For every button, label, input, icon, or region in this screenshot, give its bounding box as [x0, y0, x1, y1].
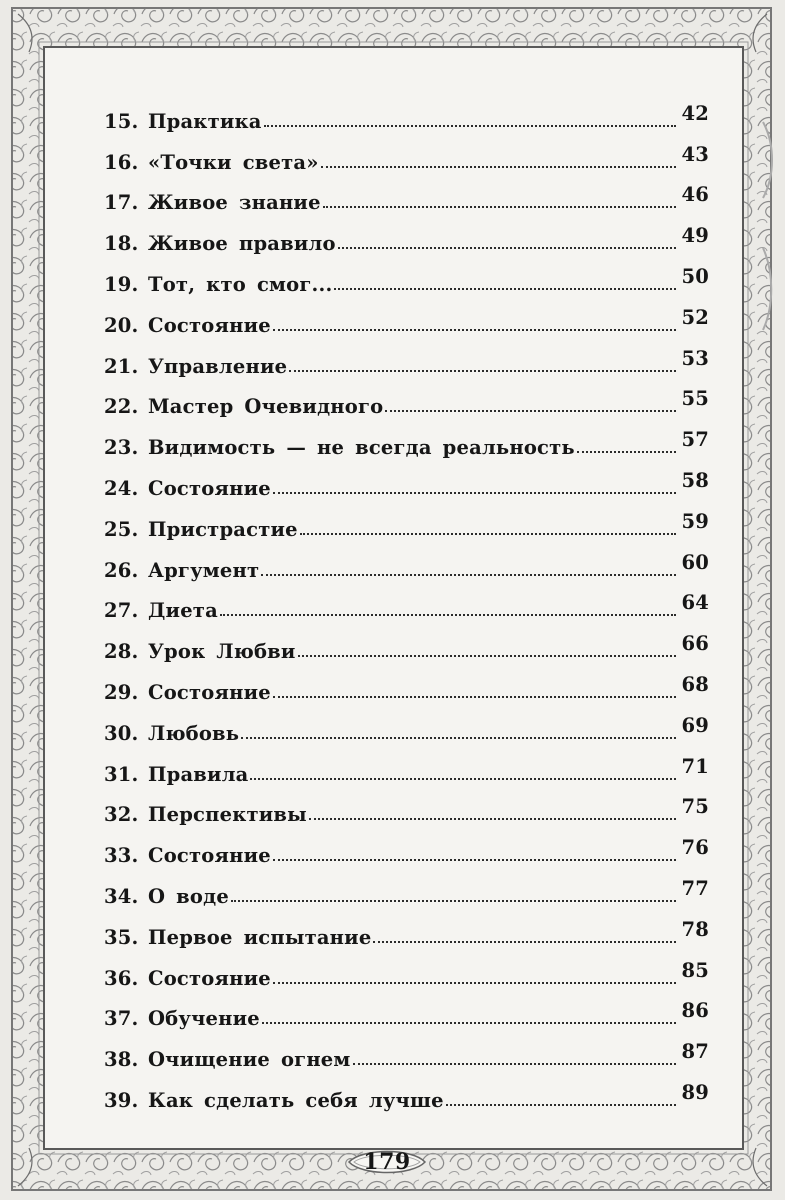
dot-leader — [273, 982, 676, 984]
entry-number: 26. — [104, 558, 139, 582]
toc-entry[interactable] — [104, 378, 709, 419]
entry-title: Живое знание — [148, 191, 321, 215]
entry-number: 22. — [104, 395, 139, 419]
page-number: 179 — [363, 1149, 411, 1175]
toc-entry[interactable] — [104, 500, 709, 541]
entry-title: Состояние — [148, 476, 271, 500]
entry-title: Тот, кто смог... — [148, 272, 333, 296]
entry-title: Как сделать себя лучше — [148, 1088, 444, 1112]
entry-page-number: 60 — [681, 550, 709, 574]
entry-number: 33. — [104, 844, 139, 868]
entry-title: Урок Любви — [148, 640, 296, 664]
dot-leader — [373, 941, 676, 943]
entry-title: Любовь — [148, 721, 240, 745]
dot-leader — [289, 370, 676, 372]
entry-page-number: 86 — [681, 999, 709, 1023]
toc-entry[interactable] — [104, 1071, 709, 1112]
toc-entry[interactable] — [104, 663, 709, 704]
entry-number: 37. — [104, 1007, 139, 1031]
entry-title: О воде — [148, 884, 229, 908]
entry-page-number: 50 — [681, 264, 709, 288]
dot-leader — [323, 206, 676, 208]
entry-page-number: 69 — [681, 713, 709, 737]
toc-entry[interactable] — [104, 622, 709, 663]
toc-entry[interactable] — [104, 704, 709, 745]
entry-title: Обучение — [148, 1007, 260, 1031]
entry-number: 21. — [104, 354, 139, 378]
table-of-contents — [104, 92, 709, 1112]
entry-title: Перспективы — [148, 803, 307, 827]
entry-number: 27. — [104, 599, 139, 623]
entry-title: Диета — [148, 599, 218, 623]
entry-title: Аргумент — [148, 558, 260, 582]
entry-number: 30. — [104, 721, 139, 745]
toc-entry[interactable] — [104, 826, 709, 867]
toc-entry[interactable] — [104, 296, 709, 337]
entry-number: 34. — [104, 884, 139, 908]
entry-number: 15. — [104, 109, 139, 133]
toc-entry[interactable] — [104, 459, 709, 500]
entry-title: Первое испытание — [148, 925, 372, 949]
entry-title: «Точки света» — [148, 150, 319, 174]
entry-number: 16. — [104, 150, 139, 174]
dot-leader — [231, 900, 676, 902]
entry-page-number: 87 — [681, 1040, 709, 1064]
entry-title: Живое правило — [148, 232, 336, 256]
toc-entry[interactable] — [104, 990, 709, 1031]
dot-leader — [309, 818, 676, 820]
entry-title: Видимость — не всегда реальность — [148, 436, 575, 460]
entry-page-number: 71 — [681, 754, 709, 778]
entry-page-number: 53 — [681, 346, 709, 370]
toc-entry[interactable] — [104, 214, 709, 255]
toc-entry[interactable] — [104, 786, 709, 827]
toc-entry[interactable] — [104, 255, 709, 296]
entry-page-number: 58 — [681, 468, 709, 492]
entry-title: Практика — [148, 109, 262, 133]
entry-title: Состояние — [148, 966, 271, 990]
entry-page-number: 57 — [681, 428, 709, 452]
entry-title: Очищение огнем — [148, 1048, 351, 1072]
toc-entry[interactable] — [104, 541, 709, 582]
dot-leader — [264, 125, 676, 127]
entry-page-number: 55 — [681, 387, 709, 411]
dot-leader — [241, 737, 676, 739]
dot-leader — [273, 859, 676, 861]
dot-leader — [273, 329, 676, 331]
toc-entry[interactable] — [104, 908, 709, 949]
dot-leader — [262, 1022, 676, 1024]
dot-leader — [385, 410, 676, 412]
entry-page-number: 77 — [681, 876, 709, 900]
entry-page-number: 85 — [681, 958, 709, 982]
toc-entry[interactable] — [104, 337, 709, 378]
entry-page-number: 78 — [681, 917, 709, 941]
toc-entry[interactable] — [104, 92, 709, 133]
entry-title: Состояние — [148, 680, 271, 704]
dot-leader — [220, 614, 676, 616]
dot-leader — [300, 533, 676, 535]
toc-entry[interactable] — [104, 745, 709, 786]
entry-number: 23. — [104, 436, 139, 460]
entry-title: Состояние — [148, 313, 271, 337]
entry-title: Правила — [148, 762, 249, 786]
dot-leader — [261, 574, 676, 576]
toc-entry[interactable] — [104, 133, 709, 174]
entry-number: 19. — [104, 272, 139, 296]
entry-title: Пристрастие — [148, 517, 298, 541]
entry-page-number: 76 — [681, 836, 709, 860]
entry-title: Управление — [148, 354, 288, 378]
entry-number: 17. — [104, 191, 139, 215]
toc-entry[interactable] — [104, 1030, 709, 1071]
entry-page-number: 66 — [681, 632, 709, 656]
dot-leader — [353, 1063, 676, 1065]
page-number-badge — [346, 1146, 428, 1178]
entry-page-number: 42 — [681, 101, 709, 125]
entry-page-number: 52 — [681, 305, 709, 329]
entry-page-number: 64 — [681, 591, 709, 615]
toc-entry[interactable] — [104, 174, 709, 215]
entry-number: 35. — [104, 925, 139, 949]
entry-page-number: 49 — [681, 224, 709, 248]
entry-number: 39. — [104, 1088, 139, 1112]
entry-number: 38. — [104, 1048, 139, 1072]
dot-leader — [446, 1104, 676, 1106]
dot-leader — [250, 778, 676, 780]
dot-leader — [338, 247, 676, 249]
entry-number: 24. — [104, 476, 139, 500]
entry-page-number: 43 — [681, 142, 709, 166]
toc-entry[interactable] — [104, 867, 709, 908]
dot-leader — [334, 288, 676, 290]
entry-title: Мастер Очевидного — [148, 395, 384, 419]
entry-number: 18. — [104, 232, 139, 256]
entry-number: 29. — [104, 680, 139, 704]
entry-number: 20. — [104, 313, 139, 337]
entry-page-number: 75 — [681, 795, 709, 819]
entry-number: 36. — [104, 966, 139, 990]
dot-leader — [577, 451, 676, 453]
toc-entry[interactable] — [104, 949, 709, 990]
entry-number: 31. — [104, 762, 139, 786]
entry-page-number: 46 — [681, 183, 709, 207]
entry-page-number: 68 — [681, 672, 709, 696]
toc-entry[interactable] — [104, 418, 709, 459]
entry-number: 28. — [104, 640, 139, 664]
entry-page-number: 89 — [681, 1080, 709, 1104]
toc-entry[interactable] — [104, 582, 709, 623]
entry-number: 25. — [104, 517, 139, 541]
entry-page-number: 59 — [681, 509, 709, 533]
dot-leader — [298, 655, 676, 657]
dot-leader — [273, 492, 676, 494]
dot-leader — [273, 696, 676, 698]
entry-title: Состояние — [148, 844, 271, 868]
dot-leader — [321, 166, 676, 168]
entry-number: 32. — [104, 803, 139, 827]
